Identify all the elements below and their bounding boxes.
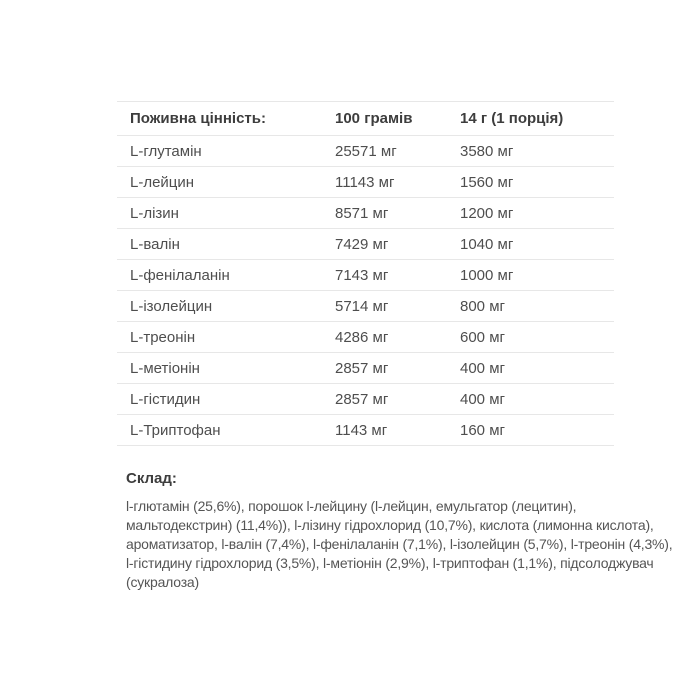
nutrient-per-portion: 400 мг <box>447 353 614 384</box>
header-per-100g: 100 грамів <box>322 102 447 136</box>
nutrient-per-100g: 7429 мг <box>322 229 447 260</box>
composition-heading: Склад: <box>126 470 177 487</box>
nutrient-name: L-ізолейцин <box>117 291 322 322</box>
table-row <box>117 167 614 198</box>
nutrient-name: L-гістидин <box>117 384 322 415</box>
nutrient-name: L-Триптофан <box>117 415 322 446</box>
nutrient-name: L-глутамін <box>117 136 322 167</box>
composition-line: (сукралоза) <box>126 574 199 590</box>
table-row <box>117 198 614 229</box>
composition-line: ароматизатор, l-валін (7,4%), l-фенілаланін (7,1%), l-ізолейцин (5,7%), l-треонін (4,3%), <box>126 536 673 552</box>
nutrient-per-100g: 2857 мг <box>322 353 447 384</box>
composition-line: мальтодекстрин) (11,4%)), l-лізину гідрохлорид (10,7%), кислота (лимонна кислота), <box>126 517 654 533</box>
nutrient-per-portion: 1200 мг <box>447 198 614 229</box>
table-header-row <box>117 102 614 136</box>
table-row <box>117 260 614 291</box>
nutrient-per-portion: 160 мг <box>447 415 614 446</box>
nutrient-per-100g: 25571 мг <box>322 136 447 167</box>
nutrient-per-portion: 1000 мг <box>447 260 614 291</box>
nutrient-name: L-треонін <box>117 322 322 353</box>
nutrient-per-portion: 3580 мг <box>447 136 614 167</box>
table-row <box>117 415 614 446</box>
nutrient-per-portion: 1560 мг <box>447 167 614 198</box>
table-row <box>117 384 614 415</box>
nutrient-name: L-лейцин <box>117 167 322 198</box>
nutrient-per-100g: 8571 мг <box>322 198 447 229</box>
table-row <box>117 322 614 353</box>
composition-text <box>126 497 673 592</box>
nutrient-name: L-фенілаланін <box>117 260 322 291</box>
nutrient-per-100g: 4286 мг <box>322 322 447 353</box>
nutrition-table <box>117 101 614 446</box>
nutrient-per-portion: 800 мг <box>447 291 614 322</box>
nutrient-per-100g: 5714 мг <box>322 291 447 322</box>
nutrient-per-100g: 1143 мг <box>322 415 447 446</box>
table-row <box>117 229 614 260</box>
nutrient-name: L-лізин <box>117 198 322 229</box>
header-per-portion: 14 г (1 порція) <box>447 102 614 136</box>
nutrient-per-portion: 1040 мг <box>447 229 614 260</box>
nutrient-name: L-метіонін <box>117 353 322 384</box>
nutrition-content <box>117 101 673 592</box>
table-row <box>117 136 614 167</box>
nutrient-per-portion: 400 мг <box>447 384 614 415</box>
nutrient-per-100g: 11143 мг <box>322 167 447 198</box>
header-nutrition-label: Поживна цінність: <box>117 102 322 136</box>
nutrient-per-100g: 2857 мг <box>322 384 447 415</box>
table-row <box>117 353 614 384</box>
nutrient-per-100g: 7143 мг <box>322 260 447 291</box>
composition-line: l-глютамін (25,6%), порошок l-лейцину (l-лейцин, емульгатор (лецитин), <box>126 498 577 514</box>
composition-line: l-гістидину гідрохлорид (3,5%), l-метіонін (2,9%), l-триптофан (1,1%), підсолоджувач <box>126 555 654 571</box>
nutrient-name: L-валін <box>117 229 322 260</box>
composition-section <box>117 469 673 592</box>
table-row <box>117 291 614 322</box>
nutrient-per-portion: 600 мг <box>447 322 614 353</box>
